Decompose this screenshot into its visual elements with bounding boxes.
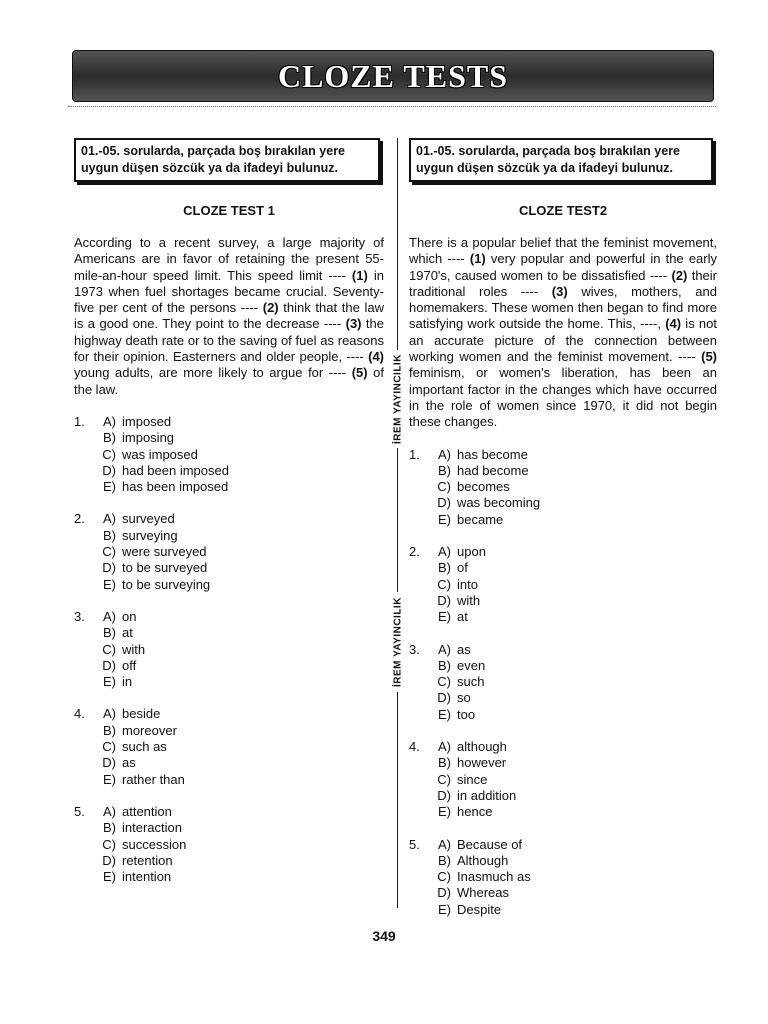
question-number <box>409 560 431 576</box>
option-text: imposing <box>122 430 175 446</box>
option-text: retention <box>122 852 173 868</box>
option-letter: C) <box>437 479 451 495</box>
option-letter: B) <box>438 462 451 478</box>
left-column <box>74 138 384 885</box>
option-text: surveyed <box>122 511 175 527</box>
passage-text: the highway death rate or to the saving of fuel as reasons for their opinion. Easterners and older people, ---- <box>74 316 384 365</box>
option-text: at <box>122 625 133 641</box>
test-title: CLOZE TEST 1 <box>183 203 275 218</box>
option-letter: E) <box>103 674 116 690</box>
question-number <box>409 707 431 723</box>
passage-text: their traditional roles ---- <box>409 267 717 299</box>
answer-option <box>74 528 384 544</box>
option-letter: E) <box>103 576 116 592</box>
option-text: so <box>457 690 471 706</box>
option-text: attention <box>122 803 172 819</box>
blank-marker: (5) <box>701 349 717 365</box>
question-number: 5. <box>409 836 420 852</box>
answer-option <box>74 511 384 527</box>
answer-option <box>409 577 717 593</box>
option-text: off <box>122 657 137 673</box>
test-title: CLOZE TEST2 <box>518 203 608 218</box>
answer-option <box>74 544 384 560</box>
question-number <box>74 658 96 674</box>
answer-option <box>74 837 384 853</box>
option-letter: D) <box>437 885 451 901</box>
answer-option <box>409 707 717 723</box>
option-text: to be surveying <box>122 576 211 592</box>
publisher-side-label: İREM YAYINCILIK <box>389 350 407 448</box>
question-item <box>74 706 384 787</box>
answer-option <box>409 772 717 788</box>
page-number: 349 <box>372 928 396 944</box>
option-text: rather than <box>122 771 185 787</box>
option-text: Despite <box>457 901 502 917</box>
option-letter: D) <box>437 592 451 608</box>
option-text: at <box>457 609 468 625</box>
option-text: has become <box>457 446 528 462</box>
passage-text: young adults, are more likely to argue for ---- <box>74 365 352 381</box>
answer-option <box>409 463 717 479</box>
question-number <box>74 820 96 836</box>
question-number <box>409 902 431 918</box>
answer-option <box>409 674 717 690</box>
question-number <box>74 447 96 463</box>
answer-option <box>409 690 717 706</box>
option-text: upon <box>457 544 486 560</box>
question-list <box>409 447 717 918</box>
question-item <box>409 447 717 528</box>
option-letter: A) <box>103 608 116 624</box>
option-text: was imposed <box>122 446 198 462</box>
answer-option <box>74 674 384 690</box>
column-divider <box>397 138 398 908</box>
answer-option <box>74 804 384 820</box>
answer-option <box>74 706 384 722</box>
option-text: has been imposed <box>122 479 229 495</box>
question-number <box>409 658 431 674</box>
answer-option <box>74 739 384 755</box>
question-number <box>409 804 431 820</box>
option-letter: A) <box>103 511 116 527</box>
option-text: beside <box>122 706 161 722</box>
answer-option <box>409 788 717 804</box>
question-item <box>409 544 717 625</box>
answer-option <box>74 820 384 836</box>
option-text: intention <box>122 869 172 885</box>
option-text: on <box>122 608 137 624</box>
option-letter: E) <box>438 609 451 625</box>
answer-option <box>74 853 384 869</box>
question-number <box>74 577 96 593</box>
answer-option <box>409 512 717 528</box>
option-text: Inasmuch as <box>457 869 531 885</box>
question-number <box>74 479 96 495</box>
answer-option <box>74 479 384 495</box>
question-number: 3. <box>74 608 85 624</box>
question-number <box>74 430 96 446</box>
option-text: had been imposed <box>122 462 229 478</box>
blank-marker: (2) <box>671 267 688 283</box>
question-item <box>409 642 717 723</box>
question-item <box>74 511 384 592</box>
option-letter: C) <box>102 446 116 462</box>
blank-marker: (3) <box>345 316 362 332</box>
question-number <box>409 690 431 706</box>
publisher-side-label: İREM YAYINCILIK <box>389 592 407 692</box>
question-item <box>74 609 384 690</box>
answer-option <box>409 609 717 625</box>
question-number: 1. <box>74 413 85 429</box>
option-text: in <box>122 674 133 690</box>
question-number <box>409 885 431 901</box>
option-text: in addition <box>457 787 517 803</box>
answer-option <box>409 804 717 820</box>
passage-text: think that the law is a good one. They point to the decrease ---- <box>74 300 385 332</box>
blank-marker: (4) <box>665 316 682 332</box>
option-text: of <box>457 560 468 576</box>
question-number <box>409 674 431 690</box>
blank-marker: (1) <box>469 251 486 267</box>
option-letter: C) <box>437 576 451 592</box>
answer-option <box>409 495 717 511</box>
option-text: Because of <box>457 836 523 852</box>
question-number <box>409 609 431 625</box>
question-number <box>409 577 431 593</box>
option-letter: E) <box>438 804 451 820</box>
question-item <box>74 414 384 495</box>
option-letter: E) <box>438 706 451 722</box>
answer-option <box>74 658 384 674</box>
option-letter: B) <box>103 625 116 641</box>
option-letter: A) <box>438 641 451 657</box>
instruction-box: 01.-05. sorularda, parçada boş bırakılan yere uygun düşen sözcük ya da ifadeyi bulunuz. <box>74 138 380 182</box>
answer-option <box>74 625 384 641</box>
option-text: were surveyed <box>122 544 207 560</box>
question-number <box>74 674 96 690</box>
option-text: into <box>457 576 478 592</box>
instruction-box: 01.-05. sorularda, parçada boş bırakılan yere uygun düşen sözcük ya da ifadeyi bulunuz. <box>409 138 713 182</box>
option-letter: B) <box>103 722 116 738</box>
answer-option <box>409 902 717 918</box>
question-number <box>74 625 96 641</box>
option-letter: C) <box>437 674 451 690</box>
question-number: 1. <box>409 446 420 462</box>
option-text: to be surveyed <box>122 560 208 576</box>
answer-option <box>74 414 384 430</box>
answer-option <box>74 642 384 658</box>
option-letter: C) <box>102 739 116 755</box>
passage-text: According to a recent survey, a large majority of Americans are in favor of retaining the present 55-mile-an-hour speed limit. This speed limit ---- <box>74 235 384 283</box>
answer-option <box>74 869 384 885</box>
question-number <box>74 772 96 788</box>
option-letter: C) <box>437 771 451 787</box>
question-number <box>409 495 431 511</box>
option-text: since <box>457 771 488 787</box>
page-title: CLOZE TESTS <box>277 57 509 94</box>
passage <box>409 235 717 431</box>
option-text: however <box>457 755 507 771</box>
option-text: with <box>457 592 481 608</box>
question-number <box>409 869 431 885</box>
option-letter: A) <box>103 413 116 429</box>
answer-option <box>409 853 717 869</box>
option-letter: D) <box>102 560 116 576</box>
blank-marker: (1) <box>351 267 368 283</box>
option-letter: D) <box>102 755 116 771</box>
option-text: such <box>457 674 485 690</box>
option-letter: A) <box>103 706 116 722</box>
answer-option <box>74 463 384 479</box>
option-letter: D) <box>102 657 116 673</box>
question-list <box>74 414 384 885</box>
option-letter: E) <box>438 901 451 917</box>
blank-marker: (5) <box>351 365 368 381</box>
passage-text: of the law. <box>74 365 384 397</box>
blank-marker: (4) <box>368 349 384 365</box>
question-number <box>74 642 96 658</box>
passage-text: feminism, or women's liberation, has been an important factor in the changes which have occurred in the role of women since 1970, it did not begin these changes. <box>409 365 717 430</box>
blank-marker: (3) <box>551 283 568 299</box>
answer-option <box>409 593 717 609</box>
answer-option <box>409 479 717 495</box>
option-text: succession <box>122 836 187 852</box>
answer-option <box>74 560 384 576</box>
option-letter: B) <box>438 560 451 576</box>
question-number <box>74 463 96 479</box>
option-letter: D) <box>102 462 116 478</box>
title-banner <box>72 50 714 102</box>
question-item <box>409 837 717 918</box>
question-number <box>74 755 96 771</box>
question-number <box>409 512 431 528</box>
option-letter: A) <box>438 446 451 462</box>
option-text: moreover <box>122 722 177 738</box>
passage-text: There is a popular belief that the feminist movement, which ---- <box>409 235 717 267</box>
option-letter: B) <box>438 755 451 771</box>
question-number <box>409 788 431 804</box>
passage-text: is not an accurate picture of the connection between working women and the feminist movement. ---- <box>409 316 717 365</box>
option-letter: D) <box>437 787 451 803</box>
answer-option <box>74 755 384 771</box>
question-number <box>409 853 431 869</box>
option-letter: B) <box>438 852 451 868</box>
question-number: 5. <box>74 803 85 819</box>
option-letter: D) <box>437 690 451 706</box>
question-number <box>74 723 96 739</box>
option-text: becomes <box>457 479 510 495</box>
question-number <box>409 479 431 495</box>
right-column <box>409 138 717 918</box>
option-letter: C) <box>102 641 116 657</box>
question-number <box>74 739 96 755</box>
question-number: 2. <box>409 544 420 560</box>
option-text: was becoming <box>457 495 541 511</box>
option-letter: B) <box>103 820 116 836</box>
answer-option <box>409 560 717 576</box>
answer-option <box>409 869 717 885</box>
option-text: too <box>457 706 476 722</box>
question-number <box>74 869 96 885</box>
answer-option <box>74 577 384 593</box>
passage-text: in 1973 when fuel shortages became crucial. Seventy-five per cent of the persons ---- <box>74 267 385 316</box>
question-number: 4. <box>74 706 85 722</box>
option-text: had become <box>457 462 529 478</box>
option-letter: D) <box>102 852 116 868</box>
answer-option <box>409 642 717 658</box>
question-number <box>74 853 96 869</box>
option-letter: B) <box>103 430 116 446</box>
option-text: such as <box>122 739 167 755</box>
question-number <box>409 593 431 609</box>
question-item <box>74 804 384 885</box>
passage <box>74 235 384 398</box>
question-number <box>74 560 96 576</box>
question-number <box>409 772 431 788</box>
answer-option <box>74 430 384 446</box>
passage-text: wives, mothers, and homemakers. These women then began to find more satisfying work outside the home. This, ----, <box>409 283 717 332</box>
answer-option <box>409 739 717 755</box>
answer-option <box>409 447 717 463</box>
option-text: imposed <box>122 413 172 429</box>
option-letter: A) <box>438 544 451 560</box>
question-number <box>74 544 96 560</box>
option-letter: A) <box>103 803 116 819</box>
question-number: 2. <box>74 511 85 527</box>
question-number <box>74 528 96 544</box>
answer-option <box>409 837 717 853</box>
question-number <box>74 837 96 853</box>
option-text: surveying <box>122 527 178 543</box>
option-letter: C) <box>102 544 116 560</box>
option-text: as <box>457 641 471 657</box>
option-text: Although <box>457 852 509 868</box>
option-text: interaction <box>122 820 182 836</box>
answer-option <box>74 609 384 625</box>
option-text: although <box>457 739 507 755</box>
option-text: hence <box>457 804 493 820</box>
answer-option <box>74 772 384 788</box>
header-rule <box>68 106 716 107</box>
option-text: even <box>457 657 486 673</box>
blank-marker: (2) <box>262 300 279 316</box>
answer-option <box>74 723 384 739</box>
option-letter: E) <box>103 771 116 787</box>
option-letter: E) <box>103 479 116 495</box>
option-letter: C) <box>102 836 116 852</box>
answer-option <box>409 544 717 560</box>
option-letter: E) <box>438 511 451 527</box>
question-number <box>409 463 431 479</box>
answer-option <box>409 755 717 771</box>
option-letter: C) <box>437 869 451 885</box>
option-text: became <box>457 511 504 527</box>
question-number: 4. <box>409 739 420 755</box>
option-letter: D) <box>437 495 451 511</box>
option-text: as <box>122 755 136 771</box>
option-letter: B) <box>438 657 451 673</box>
option-letter: A) <box>438 836 451 852</box>
option-text: with <box>122 641 146 657</box>
option-letter: A) <box>438 739 451 755</box>
question-item <box>409 739 717 820</box>
question-number <box>409 755 431 771</box>
answer-option <box>74 447 384 463</box>
answer-option <box>409 658 717 674</box>
option-letter: E) <box>103 869 116 885</box>
passage-text: very popular and powerful in the early 1970's, caused women to be dissatisfied ---- <box>409 251 717 283</box>
answer-option <box>409 885 717 901</box>
question-number: 3. <box>409 641 420 657</box>
option-text: Whereas <box>457 885 510 901</box>
option-letter: B) <box>103 527 116 543</box>
